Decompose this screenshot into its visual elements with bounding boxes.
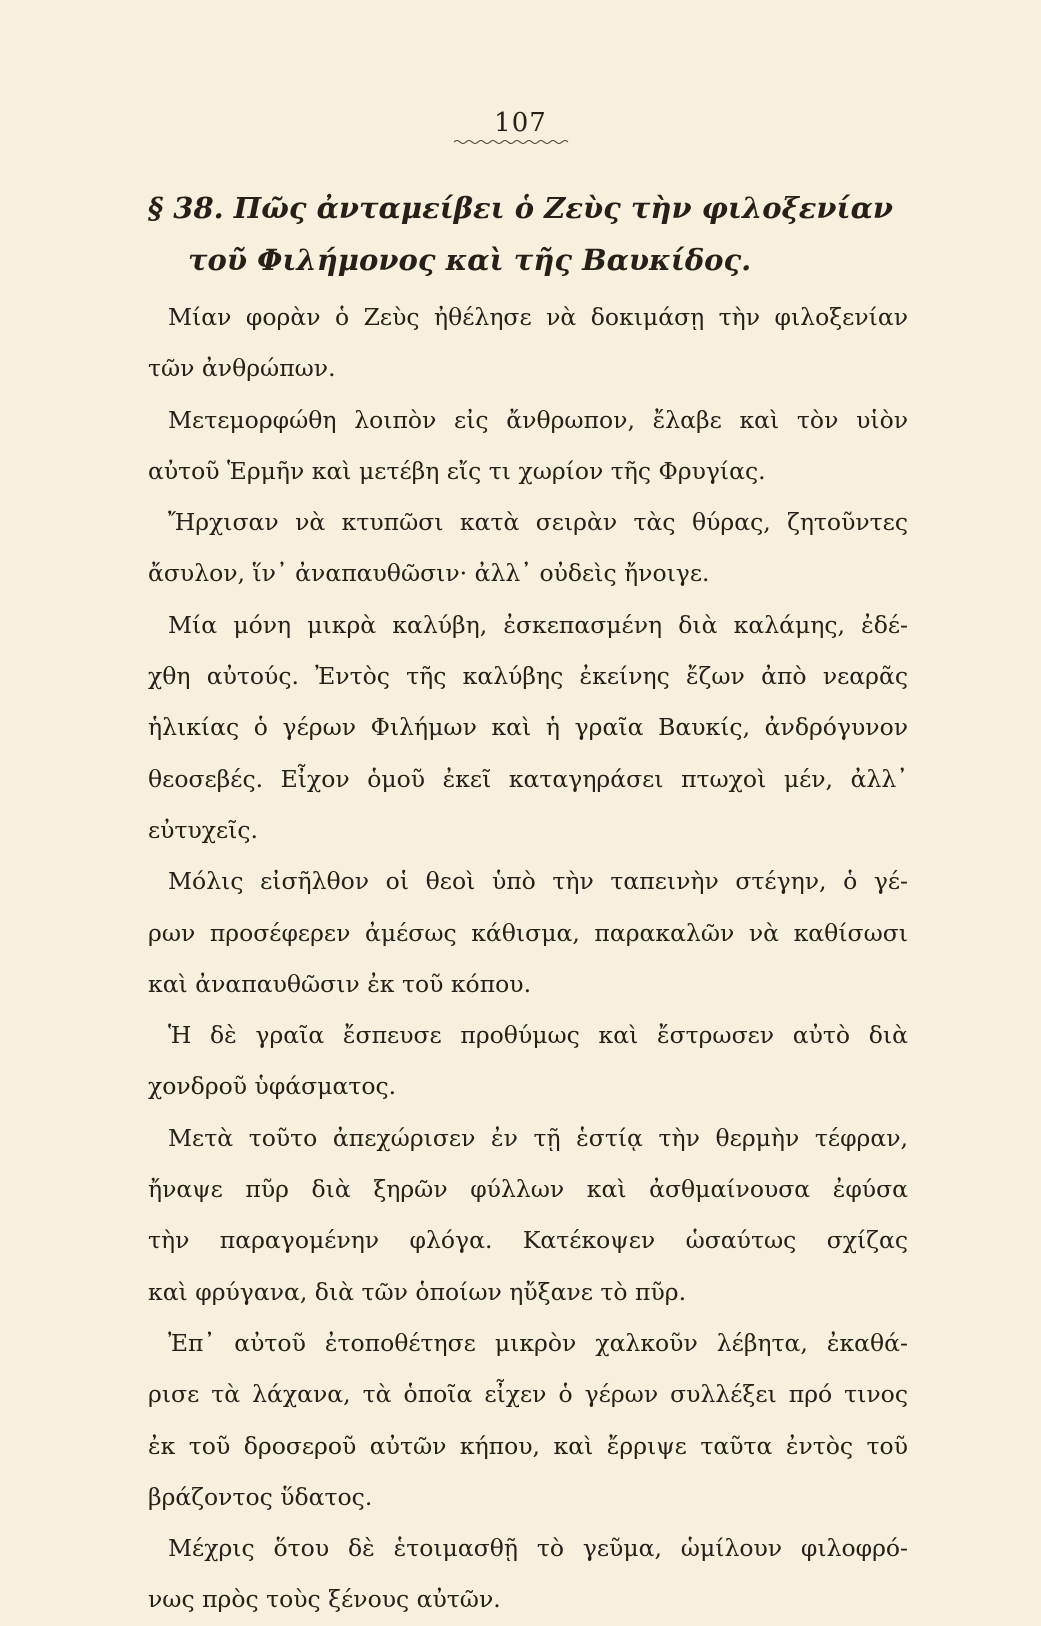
text-line: νως πρὸς τοὺς ξένους αὐτῶν. — [148, 1585, 501, 1614]
text-line: τῶν ἀνθρώπων. — [148, 354, 336, 383]
text-line: Μέχρις ὅτου δὲ ἑτοιμασθῇ τὸ γεῦμα, ὡμίλουν φιλοφρό- — [168, 1534, 908, 1563]
text-line: χονδροῦ ὑφάσματος. — [148, 1072, 397, 1101]
page-number-ornament — [452, 138, 570, 146]
text-line: ἤναψε πῦρ διὰ ξηρῶν φύλλων καὶ ἀσθμαίνουσα ἐφύσα — [148, 1175, 908, 1204]
section-title-line-2: τοῦ Φιλήμονος καὶ τῆς Βαυκίδος. — [188, 243, 752, 277]
text-line: ἄσυλον, ἵν᾿ ἀναπαυθῶσιν· ἀλλ᾿ οὐδεὶς ἤνοιγε. — [148, 559, 710, 588]
text-line: βράζοντος ὕδατος. — [148, 1482, 373, 1511]
text-line: καὶ φρύγανα, διὰ τῶν ὁποίων ηὔξανε τὸ πῦρ. — [148, 1277, 687, 1306]
section-title — [148, 182, 908, 286]
text-line: ρισε τὰ λάχανα, τὰ ὁποῖα εἶχεν ὁ γέρων συλλέξει πρό τινος — [148, 1380, 908, 1409]
page-number: 107 — [494, 108, 547, 138]
text-line: ἐκ τοῦ δροσεροῦ αὐτῶν κήπου, καὶ ἔρριψε ταῦτα ἐντὸς τοῦ — [148, 1431, 908, 1460]
body-text — [148, 292, 908, 1626]
section-title-line-1: § 38. Πῶς ἀνταμείβει ὁ Ζεὺς τὴν φιλοξενίαν — [148, 191, 894, 225]
text-line: ρων προσέφερεν ἀμέσως κάθισμα, παρακαλῶν νὰ καθίσωσι — [148, 918, 908, 947]
text-line: Μετεμορφώθη λοιπὸν εἰς ἄνθρωπον, ἔλαβε καὶ τὸν υἱὸν — [168, 405, 908, 434]
text-line: Μόλις εἰσῆλθον οἱ θεοὶ ὑπὸ τὴν ταπεινὴν στέγην, ὁ γέ- — [168, 867, 908, 896]
text-line: Μία μόνη μικρὰ καλύβη, ἐσκεπασμένη διὰ καλάμης, ἐδέ- — [168, 610, 908, 639]
text-line: Ἐπ᾿ αὐτοῦ ἐτοποθέτησε μικρὸν χαλκοῦν λέβητα, ἐκαθά- — [168, 1328, 908, 1357]
text-line: αὐτοῦ Ἑρμῆν καὶ μετέβη εἴς τι χωρίον τῆς Φρυγίας. — [148, 456, 766, 485]
text-line: χθη αὐτούς. Ἐντὸς τῆς καλύβης ἐκείνης ἔζων ἀπὸ νεαρᾶς — [148, 662, 908, 691]
text-line: Μετὰ τοῦτο ἀπεχώρισεν ἐν τῇ ἑστίᾳ τὴν θερμὴν τέφραν, — [168, 1123, 908, 1152]
text-line: εὐτυχεῖς. — [148, 815, 259, 844]
text-line: τὴν παραγομένην φλόγα. Κατέκοψεν ὡσαύτως σχίζας — [148, 1226, 908, 1255]
text-line: Ἡ δὲ γραῖα ἔσπευσε προθύμως καὶ ἔστρωσεν αὐτὸ διὰ — [168, 1021, 908, 1050]
text-line: Ἤρχισαν νὰ κτυπῶσι κατὰ σειρὰν τὰς θύρας, ζητοῦντες — [168, 508, 908, 537]
text-line: θεοσεβές. Εἶχον ὁμοῦ ἐκεῖ καταγηράσει πτωχοὶ μέν, ἀλλ᾿ — [148, 764, 908, 793]
text-line: Μίαν φορὰν ὁ Ζεὺς ἠθέλησε νὰ δοκιμάσῃ τὴν φιλοξενίαν — [168, 303, 908, 331]
text-line: ἡλικίας ὁ γέρων Φιλήμων καὶ ἡ γραῖα Βαυκίς, ἀνδρόγυνον — [148, 713, 908, 742]
text-line: καὶ ἀναπαυθῶσιν ἐκ τοῦ κόπου. — [148, 969, 532, 998]
